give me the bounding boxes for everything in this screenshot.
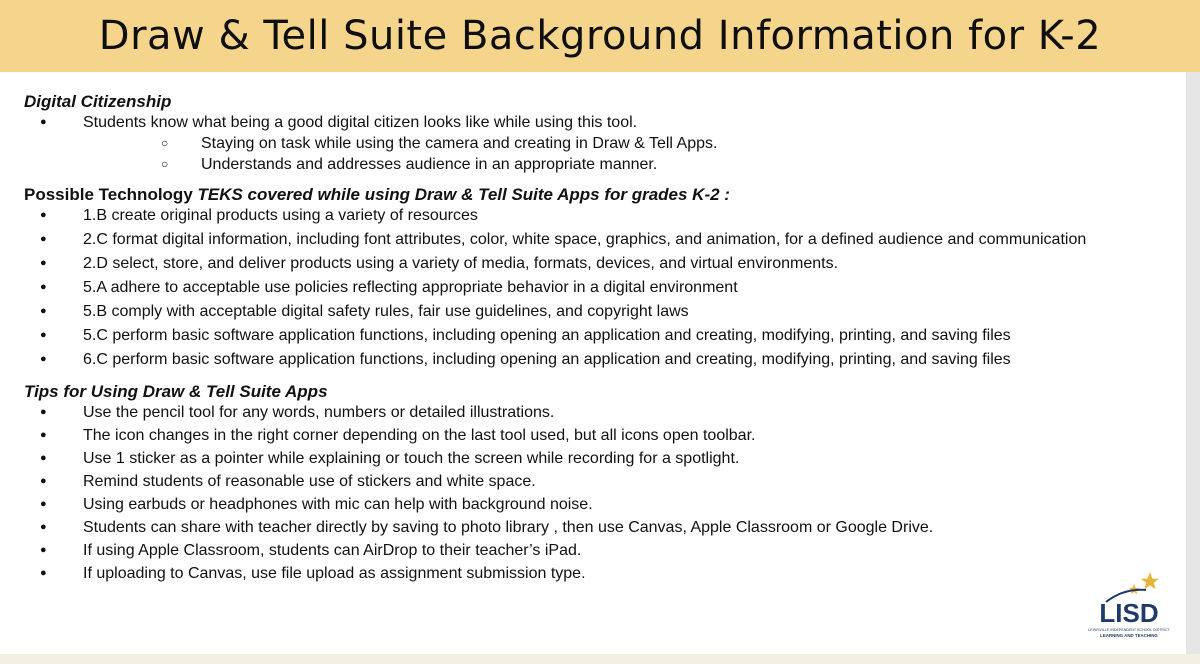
teks-list	[24, 205, 1174, 370]
list-item: ● 6.C perform basic software application functions, including opening an application and creating, modifying, printing, and saving files	[24, 349, 1174, 370]
list-item-text: Students know what being a good digital citizen looks like while using this tool.	[83, 114, 638, 131]
lisd-logo	[1084, 570, 1174, 642]
logo-tagline-1: LEWISVILLE INDEPENDENT SCHOOL DISTRICT	[1088, 628, 1170, 632]
tips-heading: Tips for Using Draw & Tell Suite Apps	[24, 382, 328, 401]
tips-section	[24, 382, 1174, 584]
list-item: ● Remind students of reasonable use of stickers and white space.	[24, 471, 1174, 492]
list-item: ● 5.B comply with acceptable digital safety rules, fair use guidelines, and copyright laws	[24, 301, 1174, 322]
list-item: ● 2.C format digital information, including font attributes, color, white space, graphics, and animation, for a defined audience and communication	[24, 229, 1174, 250]
sub-list-item: ○ Understands and addresses audience in an appropriate manner.	[83, 154, 1174, 175]
right-edge-bar	[1186, 72, 1200, 664]
teks-heading-italic: TEKS covered while using Draw & Tell Suite Apps for grades K-2 :	[197, 185, 730, 204]
digital-citizenship-section	[24, 92, 1174, 175]
list-item: ● Using earbuds or headphones with mic can help with background noise.	[24, 494, 1174, 515]
logo-tagline-2: LEARNING AND TEACHING	[1100, 633, 1158, 638]
list-item	[24, 112, 1174, 175]
list-item: ● If using Apple Classroom, students can AirDrop to their teacher’s iPad.	[24, 540, 1174, 561]
list-item: ● 1.B create original products using a variety of resources	[24, 205, 1174, 226]
teks-section	[24, 185, 1174, 370]
bottom-edge-bar	[0, 654, 1200, 664]
list-item: ● 5.A adhere to acceptable use policies reflecting appropriate behavior in a digital environment	[24, 277, 1174, 298]
title-banner	[0, 0, 1200, 72]
slide-content	[24, 92, 1174, 586]
page-title: Draw & Tell Suite Background Information for K-2	[98, 13, 1102, 59]
logo-star-large	[1141, 572, 1159, 589]
digital-citizenship-heading: Digital Citizenship	[24, 92, 172, 111]
sub-list-item: ○ Staying on task while using the camera and creating in Draw & Tell Apps.	[83, 133, 1174, 154]
list-item: ● Students can share with teacher directly by saving to photo library , then use Canvas, Apple Classroom or Google Drive.	[24, 517, 1174, 538]
list-item: ● Use the pencil tool for any words, numbers or detailed illustrations.	[24, 402, 1174, 423]
teks-heading	[24, 185, 1174, 205]
list-item: ● 2.D select, store, and deliver products using a variety of media, formats, devices, and virtual environments.	[24, 253, 1174, 274]
list-item: ● Use 1 sticker as a pointer while explaining or touch the screen while recording for a spotlight.	[24, 448, 1174, 469]
teks-heading-prefix: Possible Technology	[24, 185, 198, 204]
list-item: ● 5.C perform basic software application functions, including opening an application and creating, modifying, printing, and saving files	[24, 325, 1174, 346]
list-item: ● The icon changes in the right corner depending on the last tool used, but all icons open toolbar.	[24, 425, 1174, 446]
list-item: ● If uploading to Canvas, use file upload as assignment submission type.	[24, 563, 1174, 584]
sub-list	[83, 133, 1174, 175]
logo-wordmark: LISD	[1099, 598, 1159, 628]
tips-list	[24, 402, 1174, 584]
digital-citizenship-list	[24, 112, 1174, 175]
